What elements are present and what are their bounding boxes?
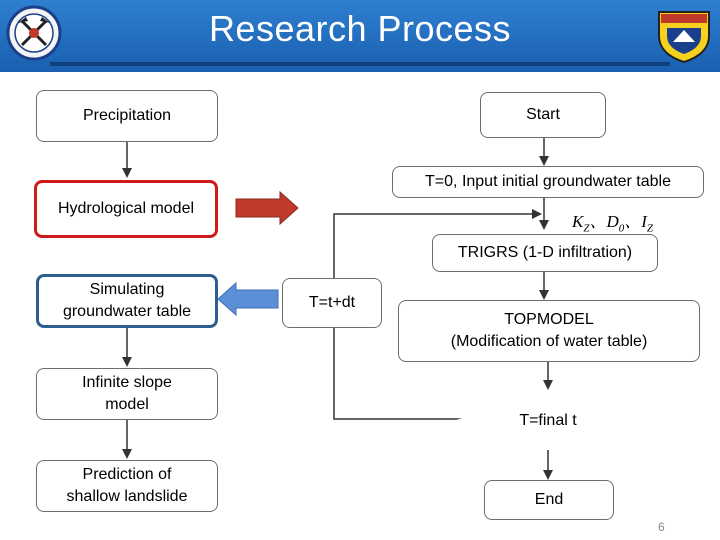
trigrs-box: [432, 234, 658, 272]
simulating-groundwater-box: [36, 274, 218, 328]
infinite-slope-box: [36, 368, 218, 420]
time-step-box: [282, 278, 382, 328]
parameters-label: $K_Z$、$D_0$、$I_Z$: [572, 212, 654, 235]
final-t-label: T=final t: [519, 412, 577, 430]
page-number: 6: [658, 520, 665, 534]
red-block-arrow: [236, 192, 298, 224]
prediction-box: [36, 460, 218, 512]
hydrological-model-label: Hydrological model: [57, 200, 195, 218]
hydrological-model-box: [34, 180, 218, 238]
time-step-label: T=t+dt: [308, 294, 356, 312]
simulating-line-2: groundwater table: [62, 303, 192, 320]
initial-groundwater-box: [392, 166, 704, 198]
blue-block-arrow: [218, 283, 278, 315]
prediction-line-2: shallow landslide: [66, 488, 188, 505]
start-label: Start: [526, 106, 560, 124]
prediction-line-1: Prediction of: [82, 466, 172, 484]
slide-title: Research Process: [208, 8, 512, 49]
infinite-line-2: model: [105, 396, 149, 413]
topmodel-line-2: (Modification of water table): [450, 333, 648, 350]
precipitation-label: Precipitation: [82, 107, 172, 125]
end-label: End: [534, 491, 564, 509]
topmodel-line-1: TOPMODEL: [504, 311, 594, 329]
topmodel-box: [398, 300, 700, 362]
simulating-line-1: Simulating: [89, 281, 165, 299]
trigrs-label: TRIGRS (1-D infiltration): [457, 244, 633, 262]
final-t-label-box: [488, 408, 608, 434]
initial-groundwater-label: T=0, Input initial groundwater table: [425, 173, 671, 191]
start-box: [480, 92, 606, 138]
infinite-line-1: Infinite slope: [82, 374, 172, 392]
precipitation-box: [36, 90, 218, 142]
end-box: [484, 480, 614, 520]
